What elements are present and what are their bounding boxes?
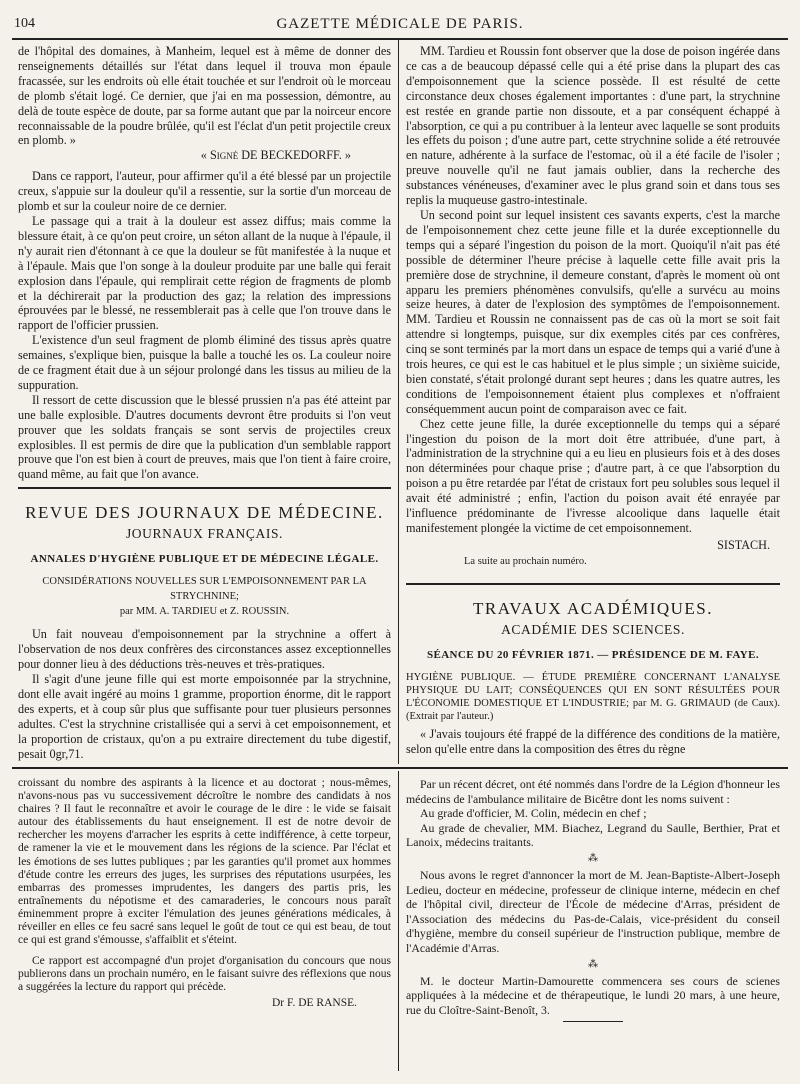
lower-column-divider — [398, 771, 399, 1071]
paragraph: de l'hôpital des domaines, à Manheim, lequel est à même de donner des renseignements détaillés sur l'état dans lequel il trouva mon épaule fracassée, sur les endroits où elle était touchée et sur l'endroit où le morceau de plomb s'était logé. Ce dernier, que j'ai en ma possession, démontre, au delà de toute espèce de doute, par sa forme autant que par la noirceur encore reconnaissable de la poudre brûlée, qu'il est l'éclat d'un petit projectile creux en plomb. » — [18, 44, 391, 148]
upper-column-divider — [398, 40, 399, 764]
section-rule — [18, 487, 391, 489]
paragraph: Il ressort de cette discussion que le blessé prussien n'a pas été atteint par une balle explosible. D'autres documents devront être produits si l'on veut prouver que les soldats français se sont servis de projectiles creux explosibles. Il est permis de dire que la publication d'un semblable rapport prouve que l'on est bien à court de preuves, mais que l'on tient à faire croire, quand même, au fait que l'on avance. — [18, 392, 391, 482]
left-top-column — [18, 44, 391, 482]
section-rule — [406, 583, 780, 585]
session-line: SÉANCE DU 20 FÉVRIER 1871. — PRÉSIDENCE DE M. FAYE. — [426, 648, 760, 661]
signature: SISTACH. — [717, 537, 770, 552]
paragraph: Au grade d'officier, M. Colin, médecin en chef ; — [420, 806, 647, 821]
paragraph: « J'avais toujours été frappé de la différence des conditions de la matière, selon qu'elle entre dans la composition des êtres du règne — [406, 726, 780, 756]
article-authors: par MM. A. TARDIEU et Z. ROUSSIN. — [119, 605, 290, 617]
paragraph: Ce rapport est accompagné d'un projet d'organisation du concours que nous publierons dans un prochain numéro, en le faisant suivre des réflexions que nous a suggérées la lecture du rapport qui précède. — [18, 955, 391, 994]
paragraph: Le passage qui a trait à la douleur est assez diffus; mais comme la blessure était, à ce qu'on peut croire, un séton allant de la nuque à l'épaule, il n'y aurait rien d'étonnant à ce que la douleur se fût manifestée à la nuque et à l'épaule. Mais que l'on songe à la douleur produite par une balle qui ferait explosion dans l'épaule, qui remplirait cette région de fragments de plomb et la déchirerait par la production des gaz; la relation des impressions éprouvées par le blessé, ne ressemblerait pas à celle que l'on trouve dans le rapport de l'officier prussien. — [18, 213, 391, 333]
paragraph: Il s'agit d'une jeune fille qui est morte empoisonnée par la strychnine, dont elle avait ingéré au moins 1 gramme, proportion énorme, dit le rapport des experts, et à coup sûr plus que suffisante pour tuer plusieurs personnes adultes. C'est la strychnine cristallisée qui a servi à cet empoisonnement, et la proportion de cristaux, qu'on a pu extraire directement du tube digestif, pesait 0gr,71. — [18, 672, 391, 761]
section-title: REVUE DES JOURNAUX DE MÉDECINE. — [25, 503, 384, 522]
signature: « Signé DE BECKEDORFF. » — [200, 148, 351, 163]
journal-section: ANNALES D'HYGIÈNE PUBLIQUE ET DE MÉDECINE LÉGALE. — [30, 552, 379, 565]
communication-heading: HYGIÈNE PUBLIQUE. — ÉTUDE PREMIÈRE CONCERNANT L'ANALYSE PHYSIQUE DU LAIT; CONSÉQUENCES QUI EN SONT RÉSULTÉES POUR L'ÉCONOMIE DOMESTIQUE ET L'INDUSTRIE; par M. G. GRIMAUD (de Caux). (Extrait par l'auteur.) — [406, 671, 780, 722]
ornament-stars: ⁂ — [588, 852, 598, 864]
paragraph: Chez cette jeune fille, la durée exceptionnelle du temps qui a séparé l'ingestion du poison de la mort doit être attribuée, d'une part, à l'administration de la strychnine qui a eu lieu en plusieurs fois et à des doses non déterminées pour chaque prise ; d'autre part, à ce que l'absorption du poison a pu être retardée par l'état de cristaux fort peu solubles sous lequel il avait été administré ; enfin, l'action du poison avait été enrayée par l'influence prédominante de l'ivresse alcoolique dans laquelle était manifestement plongée la victime de cet empoisonnement. — [406, 416, 780, 535]
paragraph: Dans ce rapport, l'auteur, pour affirmer qu'il a été blessé par un projectile creux, s'appuie sur la douleur qu'il a ressentie, sur la sortie d'un morceau de plomb et sur la couleur noire de ce dernier. — [18, 169, 391, 214]
paragraph: Par un récent décret, ont été nommés dans l'ordre de la Légion d'honneur les médecins de l'ambulance militaire de Bicêtre dont les noms suivent : — [406, 777, 781, 806]
end-rule — [563, 1021, 623, 1022]
continued-note: La suite au prochain numéro. — [464, 555, 587, 567]
paragraph: croissant du nombre des aspirants à la licence et au doctorat ; nous-mêmes, n'avons-nous pas vu successivement décroître le nombre des candidats à nos chaires ? Il faut le reconnaître et avoir le courage de le dire : le vide se faisait autour des établissements du haut enseignement. Il est de notre devoir de rechercher les moyens d'arracher les esprits à cette indifférence, à cette torpeur, de ramener la vie et le mouvement dans les régions de la science. Par l'éclat et les émotions de ses luttes publiques ; par les garanties qu'il promet aux hommes d'étude contre les erreurs des juges, les surprises des réputations usurpées, les embarras des promesses imprudentes, les dangers des partis pris, les entraînements du népotisme et des camaraderies, le concours nous paraît éminemment propre à exciter l'émulation des jeunes générations médicales, à réveiller en elles ce feu sacré sans lequel le goût de tout ce qui est beau, de tout ce qui est grand s'émousse, s'affaiblit et s'éteint. — [18, 777, 391, 947]
paragraph: M. le docteur Martin-Damourette commencera ses cours de scienes appliquées à la médecine et de thérapeutique, le lundi 20 mars, à une heure, rue du Cloître-Saint-Benoît, 3. — [406, 973, 780, 1017]
page-split-rule — [12, 767, 788, 769]
paragraph: Un fait nouveau d'empoisonnement par la strychnine a offert à l'observation de nos deux confrères des circonstances assez exceptionnelles pour donner lieu à des déductions très-neuves et très-pratiques. — [18, 627, 391, 672]
signature: Dr F. DE RANSE. — [271, 996, 357, 1009]
section-title: TRAVAUX ACADÉMIQUES. — [472, 599, 713, 618]
travaux-section — [406, 599, 780, 757]
ornament-stars: ⁂ — [588, 958, 598, 970]
revue-section — [18, 503, 391, 762]
article-title: CONSIDÉRATIONS NOUVELLES SUR L'EMPOISONNEMENT PAR LA STRYCHNINE; — [42, 575, 367, 602]
paragraph: L'existence d'un seul fragment de plomb éliminé des tissus après quatre semaines, s'explique bien, puisque la balle a touché les os. La couleur noire de ce fragment était due à un séjour prolongé dans les tissus au milieu de la suppuration. — [18, 333, 391, 392]
journal-title: GAZETTE MÉDICALE DE PARIS. — [276, 16, 524, 32]
paragraph: Nous avons le regret d'annoncer la mort de M. Jean-Baptiste-Albert-Joseph Ledieu, docteur en médecine, professeur de clinique interne, médecin en chef de l'hôpital civil, directeur de l'École de médecine d'Arras, président de l'Association des médecins du Pas-de-Calais, vice-président du conseil d'hygiène, membre du conseil supérieur de l'instruction publique, membre de l'Académie d'Arras. — [406, 867, 780, 955]
paragraph: MM. Tardieu et Roussin font observer que la dose de poison ingérée dans ce cas a de beaucoup dépassé celle qui a été prise dans la plupart des cas d'empoisonnement que la science possède. Il est résulté de cette circonstance deux choses également importantes : d'une part, la strychnine est restée en grande partie non dissoute, et a par conséquent échappé à l'absorption, ce qui a pu contribuer à la lenteur avec laquelle se sont produits les effets du poison ; d'une autre part, cette strychnine solide a été retrouvée en nature, adhérente à la surface de l'estomac, où il a été facile de l'isoler ; preuve nouvelle qu'il ne faut jamais oublier, dans la recherche des substances vénéneuses, d'examiner avec le plus grand soin et dans tous ses replis la muqueuse gastro-intestinale. — [406, 44, 780, 208]
paragraph: Un second point sur lequel insistent ces savants experts, c'est la marche de l'empoisonnement chez cette jeune fille et la durée exceptionnelle du temps qui a séparé l'ingestion du poison de la mort. Quoiqu'il n'ait pas été possible de déterminer l'heure précise à laquelle cette fille avait pris la première dose de strychnine, il demeure constant, d'après le moment où ont apparu les premiers phénomènes convulsifs, qu'elle a survécu au moins seize heures, à dater de l'explosion des symptômes de l'empoisonnement. MM. Tardieu et Roussin ne connaissent pas de cas où la mort se soit fait attendre si longtemps, puisque, sur dix exemples cités par ces confrères, cinq se sont terminés par la mort dans un espace de temps qui a varié d'une à trois heures, ce qui est le cas habituel et le plus simple ; un sixième suicide, bien constaté, s'était prolongé durant sept heures ; dans les quatre autres, les conditions de l'empoisonnement étaient plus complexes et n'offraient conséquemment aucun point de comparaison avec ce fait. — [406, 207, 780, 416]
right-top-column — [406, 44, 780, 570]
paragraph: Au grade de chevalier, MM. Biachez, Legrand du Saulle, Berthier, Prat et Lanoix, médecins traitants. — [406, 820, 780, 850]
header-rule — [12, 38, 788, 40]
section-subtitle: ACADÉMIE DES SCIENCES. — [501, 621, 685, 637]
bottom-left-column — [18, 777, 391, 1010]
section-subtitle: JOURNAUX FRANÇAIS. — [125, 525, 284, 541]
bottom-right-column — [406, 777, 780, 1022]
page-number: 104 — [14, 16, 35, 31]
